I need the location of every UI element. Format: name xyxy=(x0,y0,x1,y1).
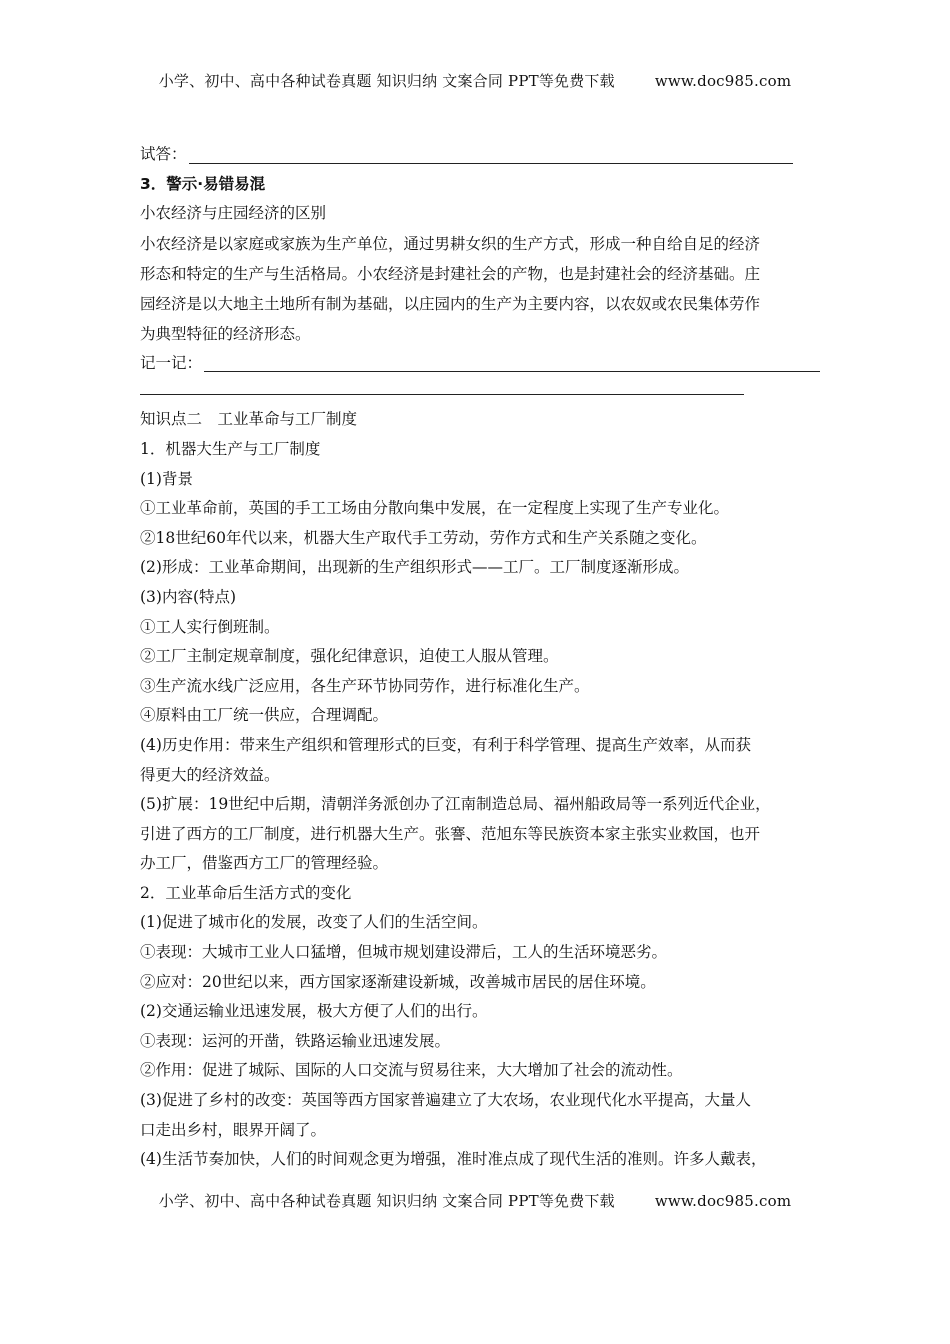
footer-url[interactable]: www.doc985.com xyxy=(654,1192,792,1210)
text-line: ①工业革命前，英国的手工工场由分散向集中发展，在一定程度上实现了生产专业化。 xyxy=(140,499,730,518)
text-line: (5)扩展：19世纪中后期，清朝洋务派创办了江南制造总局、福州船政局等一系列近代企业， xyxy=(140,795,771,814)
warn-body-line: 园经济是以大地主土地所有制为基础，以庄园内的生产为主要内容，以农奴或农民集体劳作 xyxy=(140,294,761,313)
warn-body-line: 为典型特征的经济形态。 xyxy=(140,324,311,343)
text-line: (2)形成：工业革命期间，出现新的生产组织形式——工厂。工厂制度逐渐形成。 xyxy=(140,558,689,577)
warn-body-line: 形态和特定的生产与生活格局。小农经济是封建社会的产物，也是封建社会的经济基础。庄 xyxy=(140,264,761,283)
text-line: 办工厂，借鉴西方工厂的管理经验。 xyxy=(140,854,389,873)
note-fill-line-2[interactable] xyxy=(140,378,744,395)
knowledge-lines xyxy=(140,435,820,1175)
text-line: ②18世纪60年代以来，机器大生产取代手工劳动，劳作方式和生产关系随之变化。 xyxy=(140,528,707,547)
text-line: 口走出乡村，眼界开阔了。 xyxy=(140,1120,327,1139)
document-body xyxy=(140,140,820,1175)
text-line: (1)背景 xyxy=(140,469,193,488)
warn-body-line: 小农经济是以家庭或家族为生产单位，通过男耕女织的生产方式，形成一种自给自足的经济 xyxy=(140,234,761,253)
header-text: 小学、初中、高中各种试卷真题 知识归纳 文案合同 PPT等免费下载 xyxy=(158,72,615,90)
text-line: ①表现：大城市工业人口猛增，但城市规划建设滞后，工人的生活环境恶劣。 xyxy=(140,943,668,962)
section-title: 知识点二 工业革命与工厂制度 xyxy=(140,410,358,429)
text-line: 1．机器大生产与工厂制度 xyxy=(140,439,321,458)
note-fill-line[interactable] xyxy=(204,353,820,372)
warn-body xyxy=(140,229,820,349)
text-line: ④原料由工厂统一供应，合理调配。 xyxy=(140,706,389,725)
text-line: 得更大的经济效益。 xyxy=(140,765,280,784)
text-line: (2)交通运输业迅速发展，极大方便了人们的出行。 xyxy=(140,1002,488,1021)
text-line: (1)促进了城市化的发展，改变了人们的生活空间。 xyxy=(140,913,488,932)
text-line: (4)历史作用：带来生产组织和管理形式的巨变，有利于科学管理、提高生产效率，从而获 xyxy=(140,735,751,754)
page-header xyxy=(0,70,950,91)
text-line: ①表现：运河的开凿，铁路运输业迅速发展。 xyxy=(140,1031,451,1050)
text-line: ②作用：促进了城际、国际的人口交流与贸易往来，大大增加了社会的流动性。 xyxy=(140,1061,683,1080)
text-line: ②应对：20世纪以来，西方国家逐渐建设新城，改善城市居民的居住环境。 xyxy=(140,972,656,991)
text-line: 引进了西方的工厂制度，进行机器大生产。张謇、范旭东等民族资本家主张实业救国，也开 xyxy=(140,824,761,843)
answer-fill-line[interactable] xyxy=(189,145,793,164)
answer-row xyxy=(140,140,820,170)
text-line: (3)促进了乡村的改变：英国等西方国家普遍建立了大农场，农业现代化水平提高，大量人 xyxy=(140,1091,751,1110)
note-row xyxy=(140,349,820,379)
text-line: ①工人实行倒班制。 xyxy=(140,617,280,636)
text-line: (4)生活节奏加快，人们的时间观念更为增强，准时准点成了现代生活的准则。许多人戴表， xyxy=(140,1150,767,1169)
text-line: (3)内容(特点) xyxy=(140,587,237,606)
header-url[interactable]: www.doc985.com xyxy=(654,72,792,90)
answer-label: 试答： xyxy=(140,145,187,163)
footer-text: 小学、初中、高中各种试卷真题 知识归纳 文案合同 PPT等免费下载 xyxy=(158,1192,615,1210)
text-line: 2．工业革命后生活方式的变化 xyxy=(140,883,352,902)
warn-subtitle: 小农经济与庄园经济的区别 xyxy=(140,204,327,223)
warn-heading: 3．警示·易错易混 xyxy=(140,174,266,193)
page-footer xyxy=(0,1190,950,1211)
note-label: 记一记： xyxy=(140,353,203,372)
text-line: ③生产流水线广泛应用，各生产环节协同劳作，进行标准化生产。 xyxy=(140,676,590,695)
text-line: ②工厂主制定规章制度，强化纪律意识，迫使工人服从管理。 xyxy=(140,647,559,666)
